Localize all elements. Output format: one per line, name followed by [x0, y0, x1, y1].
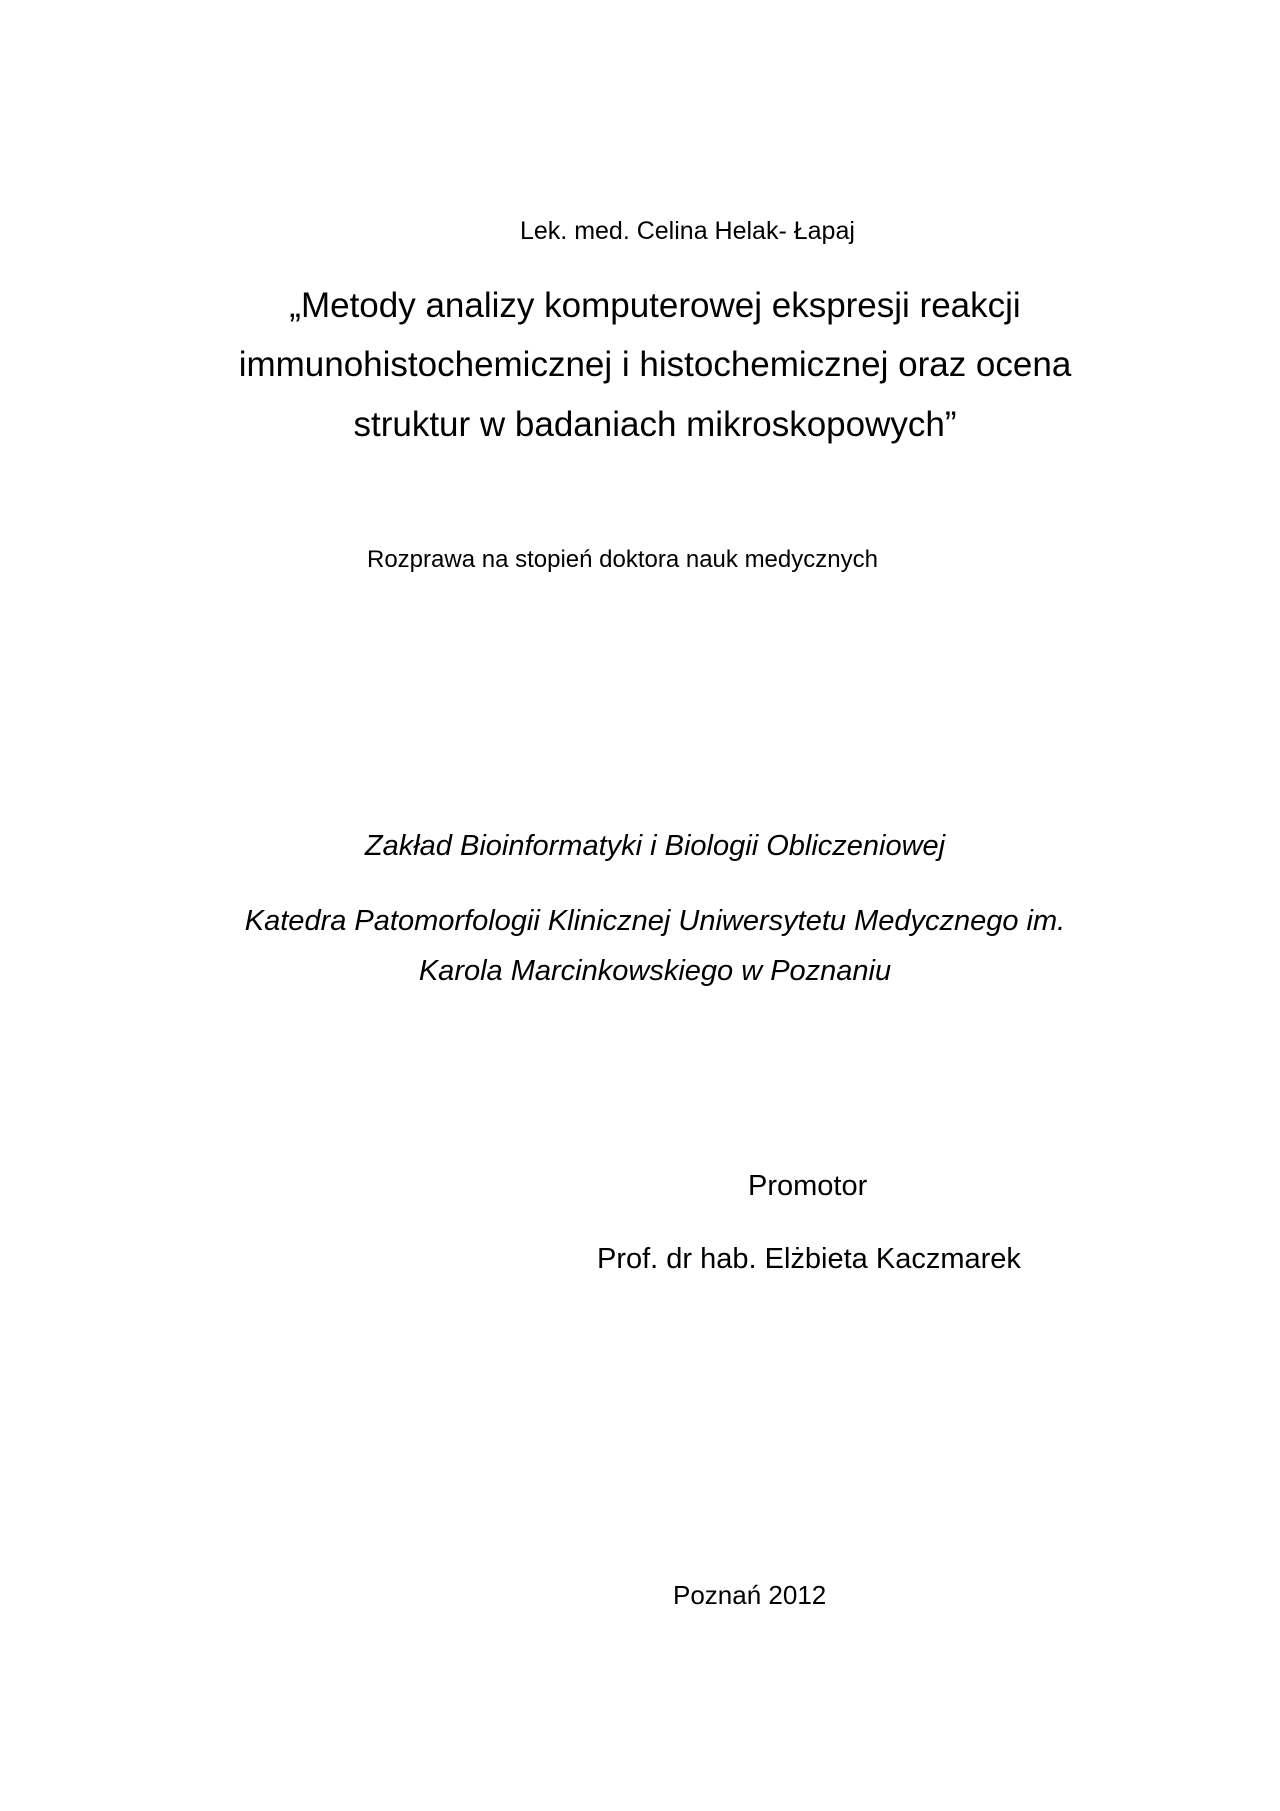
- thesis-title-line-3: struktur w badaniach mikroskopowych”: [353, 405, 957, 444]
- thesis-subtitle: Rozprawa na stopień doktora nauk medycznych: [367, 546, 878, 573]
- thesis-title-line-1: „Metody analizy komputerowej ekspresji reakcji: [289, 286, 1021, 325]
- promotor-label: Promotor: [748, 1170, 868, 1202]
- place-and-date: Poznań 2012: [673, 1580, 827, 1610]
- institution-chair-line-2: Karola Marcinkowskiego w Poznaniu: [418, 955, 892, 987]
- thesis-title-line-2: immunohistochemicznej i histochemicznej oraz ocena: [238, 345, 1072, 384]
- institution-department: Zakład Bioinformatyki i Biologii Obliczeniowej: [364, 830, 946, 862]
- promotor-name: Prof. dr hab. Elżbieta Kaczmarek: [597, 1243, 1021, 1275]
- author-name: Lek. med. Celina Helak- Łapaj: [520, 217, 855, 245]
- institution-chair-line-1: Katedra Patomorfologii Klinicznej Uniwersytetu Medycznego im.: [244, 905, 1066, 937]
